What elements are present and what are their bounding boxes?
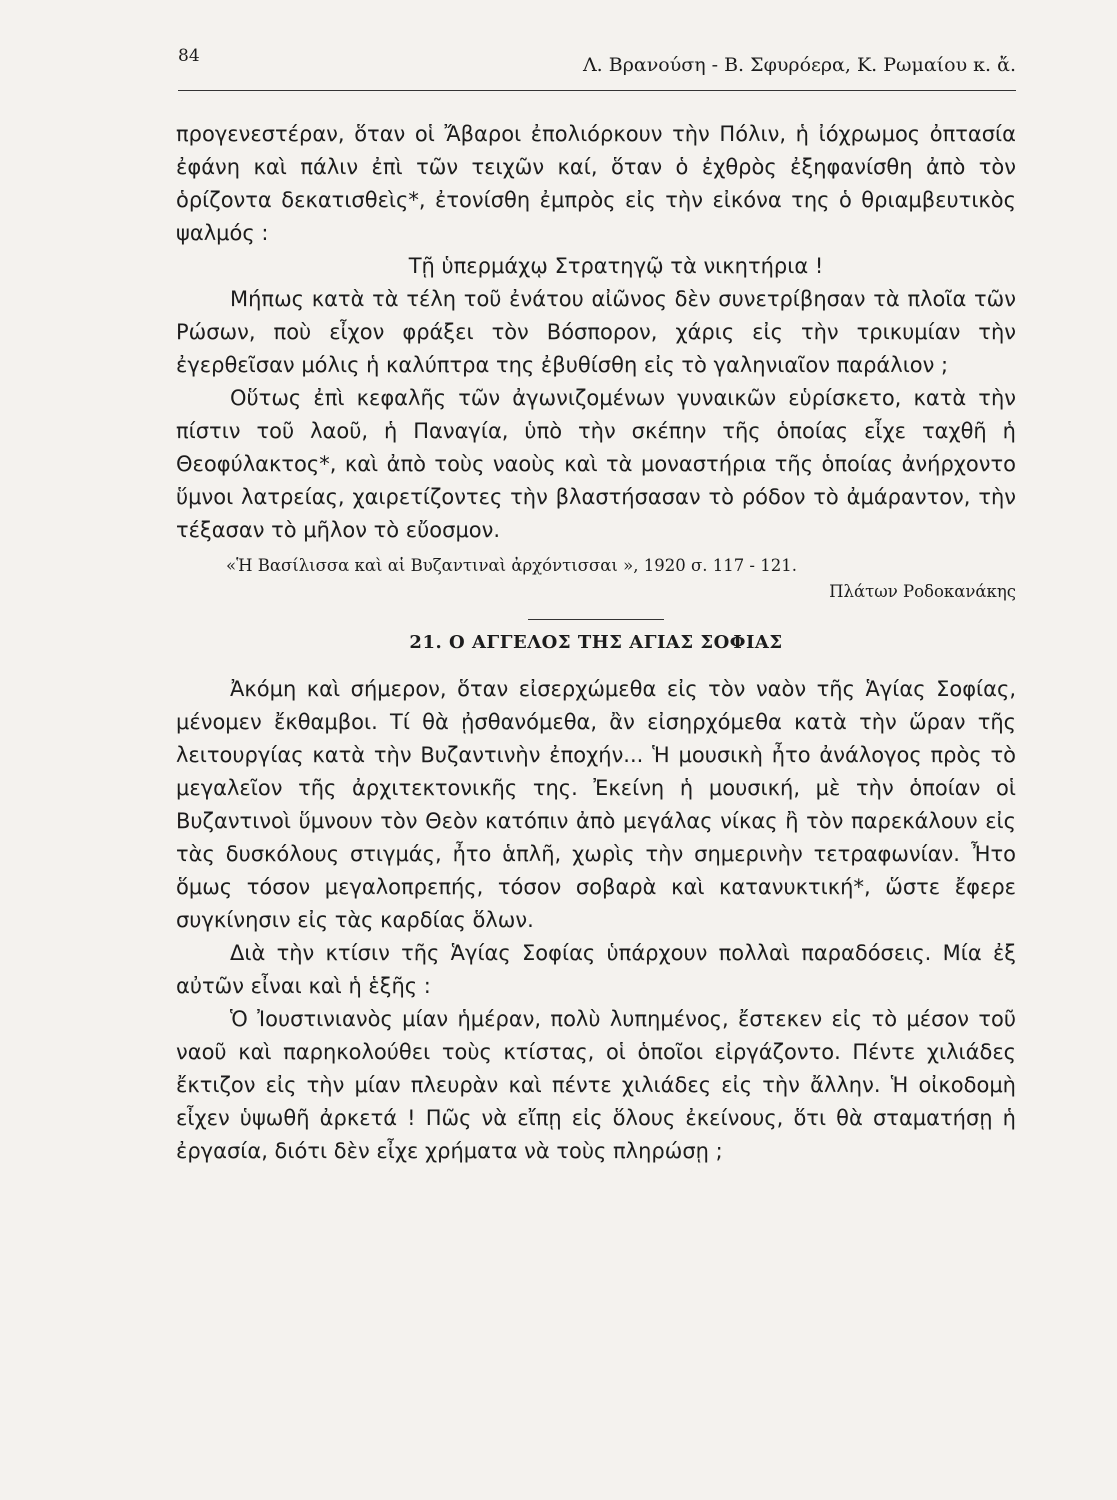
- paragraph-russian-fleet: Μήπως κατὰ τὰ τέλη τοῦ ἐνάτου αἰῶνος δὲν συνετρίβησαν τὰ πλοῖα τῶν Ρώσων, ποὺ εἶχον φράξει τὸν Βόσπορον, χάρις εἰς τὴν τρικυμίαν τὴν ἐγερθεῖσαν μόλις ἡ καλύπτρα της ἐβυθίσθη εἰς τὸ γαληνιαῖον παράλιον ;: [176, 287, 1016, 377]
- hymn-line: Τῇ ὑπερμάχῳ Στρατηγῷ τὰ νικητήρια !: [408, 254, 824, 278]
- page-number: 84: [178, 46, 200, 66]
- citation-author: Πλάτων Ροδοκανάκης: [829, 582, 1016, 601]
- running-head: Λ. Βρανούση - Β. Σφυρόερα, Κ. Ρωμαίου κ. ἄ.: [582, 54, 1016, 76]
- paragraph-traditions: Διὰ τὴν κτίσιν τῆς Ἁγίας Σοφίας ὑπάρχουν πολλαὶ παραδόσεις. Μία ἐξ αὐτῶν εἶναι καὶ ἡ ἑξῆς :: [176, 941, 1016, 998]
- paragraph-hagia-sophia-music: Ἀκόμη καὶ σήμερον, ὅταν εἰσερχώμεθα εἰς τὸν ναὸν τῆς Ἁγίας Σοφίας, μένομεν ἔκθαμβοι. Τί θὰ ᾐσθανόμεθα, ἂν εἰσηρχόμεθα κατὰ τὴν ὥραν τῆς λειτουργίας κατὰ τὴν Βυζαντινὴν ἐποχήν... Ἡ μουσικὴ ἦτο ἀνάλογος πρὸς τὸ μεγαλεῖον τῆς ἀρχιτεκτονικῆς της. Ἐκείνη ἡ μουσική, μὲ τὴν ὁποίαν οἱ Βυζαντινοὶ ὕμνουν τὸν Θεὸν κατόπιν ἀπὸ μεγάλας νίκας ἢ τὸν παρεκάλουν εἰς τὰς δυσκόλους στιγμάς, ἦτο ἁπλῆ, χωρὶς τὴν σημερινὴν τετραφωνίαν. Ἦτο ὅμως τόσον μεγαλοπρεπής, τόσον σοβαρὰ καὶ κατανυκτική*, ὥστε ἔφερε συγκίνησιν εἰς τὰς καρδίας ὅλων.: [176, 677, 1016, 932]
- section-separator: [528, 619, 664, 620]
- source-citation: «Ἡ Βασίλισσα καὶ αἱ Βυζαντιναὶ ἀρχόντισσαι », 1920 σ. 117 - 121.: [226, 556, 797, 575]
- paragraph-continuation: προγενεστέραν, ὅταν οἱ Ἄβαροι ἐπολιόρκουν τὴν Πόλιν, ἡ ἰόχρωμος ὀπτασία ἐφάνη καὶ πάλιν ἐπὶ τῶν τειχῶν καί, ὅταν ὁ ἐχθρὸς ἐξηφανίσθη ἀπὸ τὸν ὁρίζοντα δεκατισθεὶς*, ἐτονίσθη ἐμπρὸς εἰς τὴν εἰκόνα της ὁ θριαμβευτικὸς ψαλμός :: [176, 122, 1016, 245]
- section-heading: 21. Ο ΑΓΓΕΛΟΣ ΤΗΣ ΑΓΙΑΣ ΣΟΦΙΑΣ: [409, 632, 783, 653]
- paragraph-panagia: Οὕτως ἐπὶ κεφαλῆς τῶν ἀγωνιζομένων γυναικῶν εὑρίσκετο, κατὰ τὴν πίστιν τοῦ λαοῦ, ἡ Παναγία, ὑπὸ τὴν σκέπην τῆς ὁποίας εἶχε ταχθῆ ἡ Θεοφύλακτος*, καὶ ἀπὸ τοὺς ναοὺς καὶ τὰ μοναστήρια τῆς ὁποίας ἀνήρχοντο ὕμνοι λατρείας, χαιρετίζοντες τὴν βλαστήσασαν τὸ ρόδον τὸ ἀμάραντον, τὴν τέξασαν τὸ μῆλον τὸ εὔοσμον.: [176, 386, 1016, 542]
- paragraph-justinian: Ὁ Ἰουστινιανὸς μίαν ἡμέραν, πολὺ λυπημένος, ἔστεκεν εἰς τὸ μέσον τοῦ ναοῦ καὶ παρηκολούθει τοὺς κτίστας, οἱ ὁποῖοι εἰργάζοντο. Πέντε χιλιάδες ἔκτιζον εἰς τὴν μίαν πλευρὰν καὶ πέντε χιλιάδες εἰς τὴν ἄλλην. Ἡ οἰκοδομὴ εἶχεν ὑψωθῆ ἀρκετά ! Πῶς νὰ εἴπῃ εἰς ὅλους ἐκείνους, ὅτι θὰ σταματήσῃ ἡ ἐργασία, διότι δὲν εἶχε χρήματα νὰ τοὺς πληρώσῃ ;: [176, 1007, 1016, 1163]
- page-body: [176, 118, 1016, 1168]
- header-rule: [178, 90, 1016, 91]
- page-header: [178, 44, 1016, 94]
